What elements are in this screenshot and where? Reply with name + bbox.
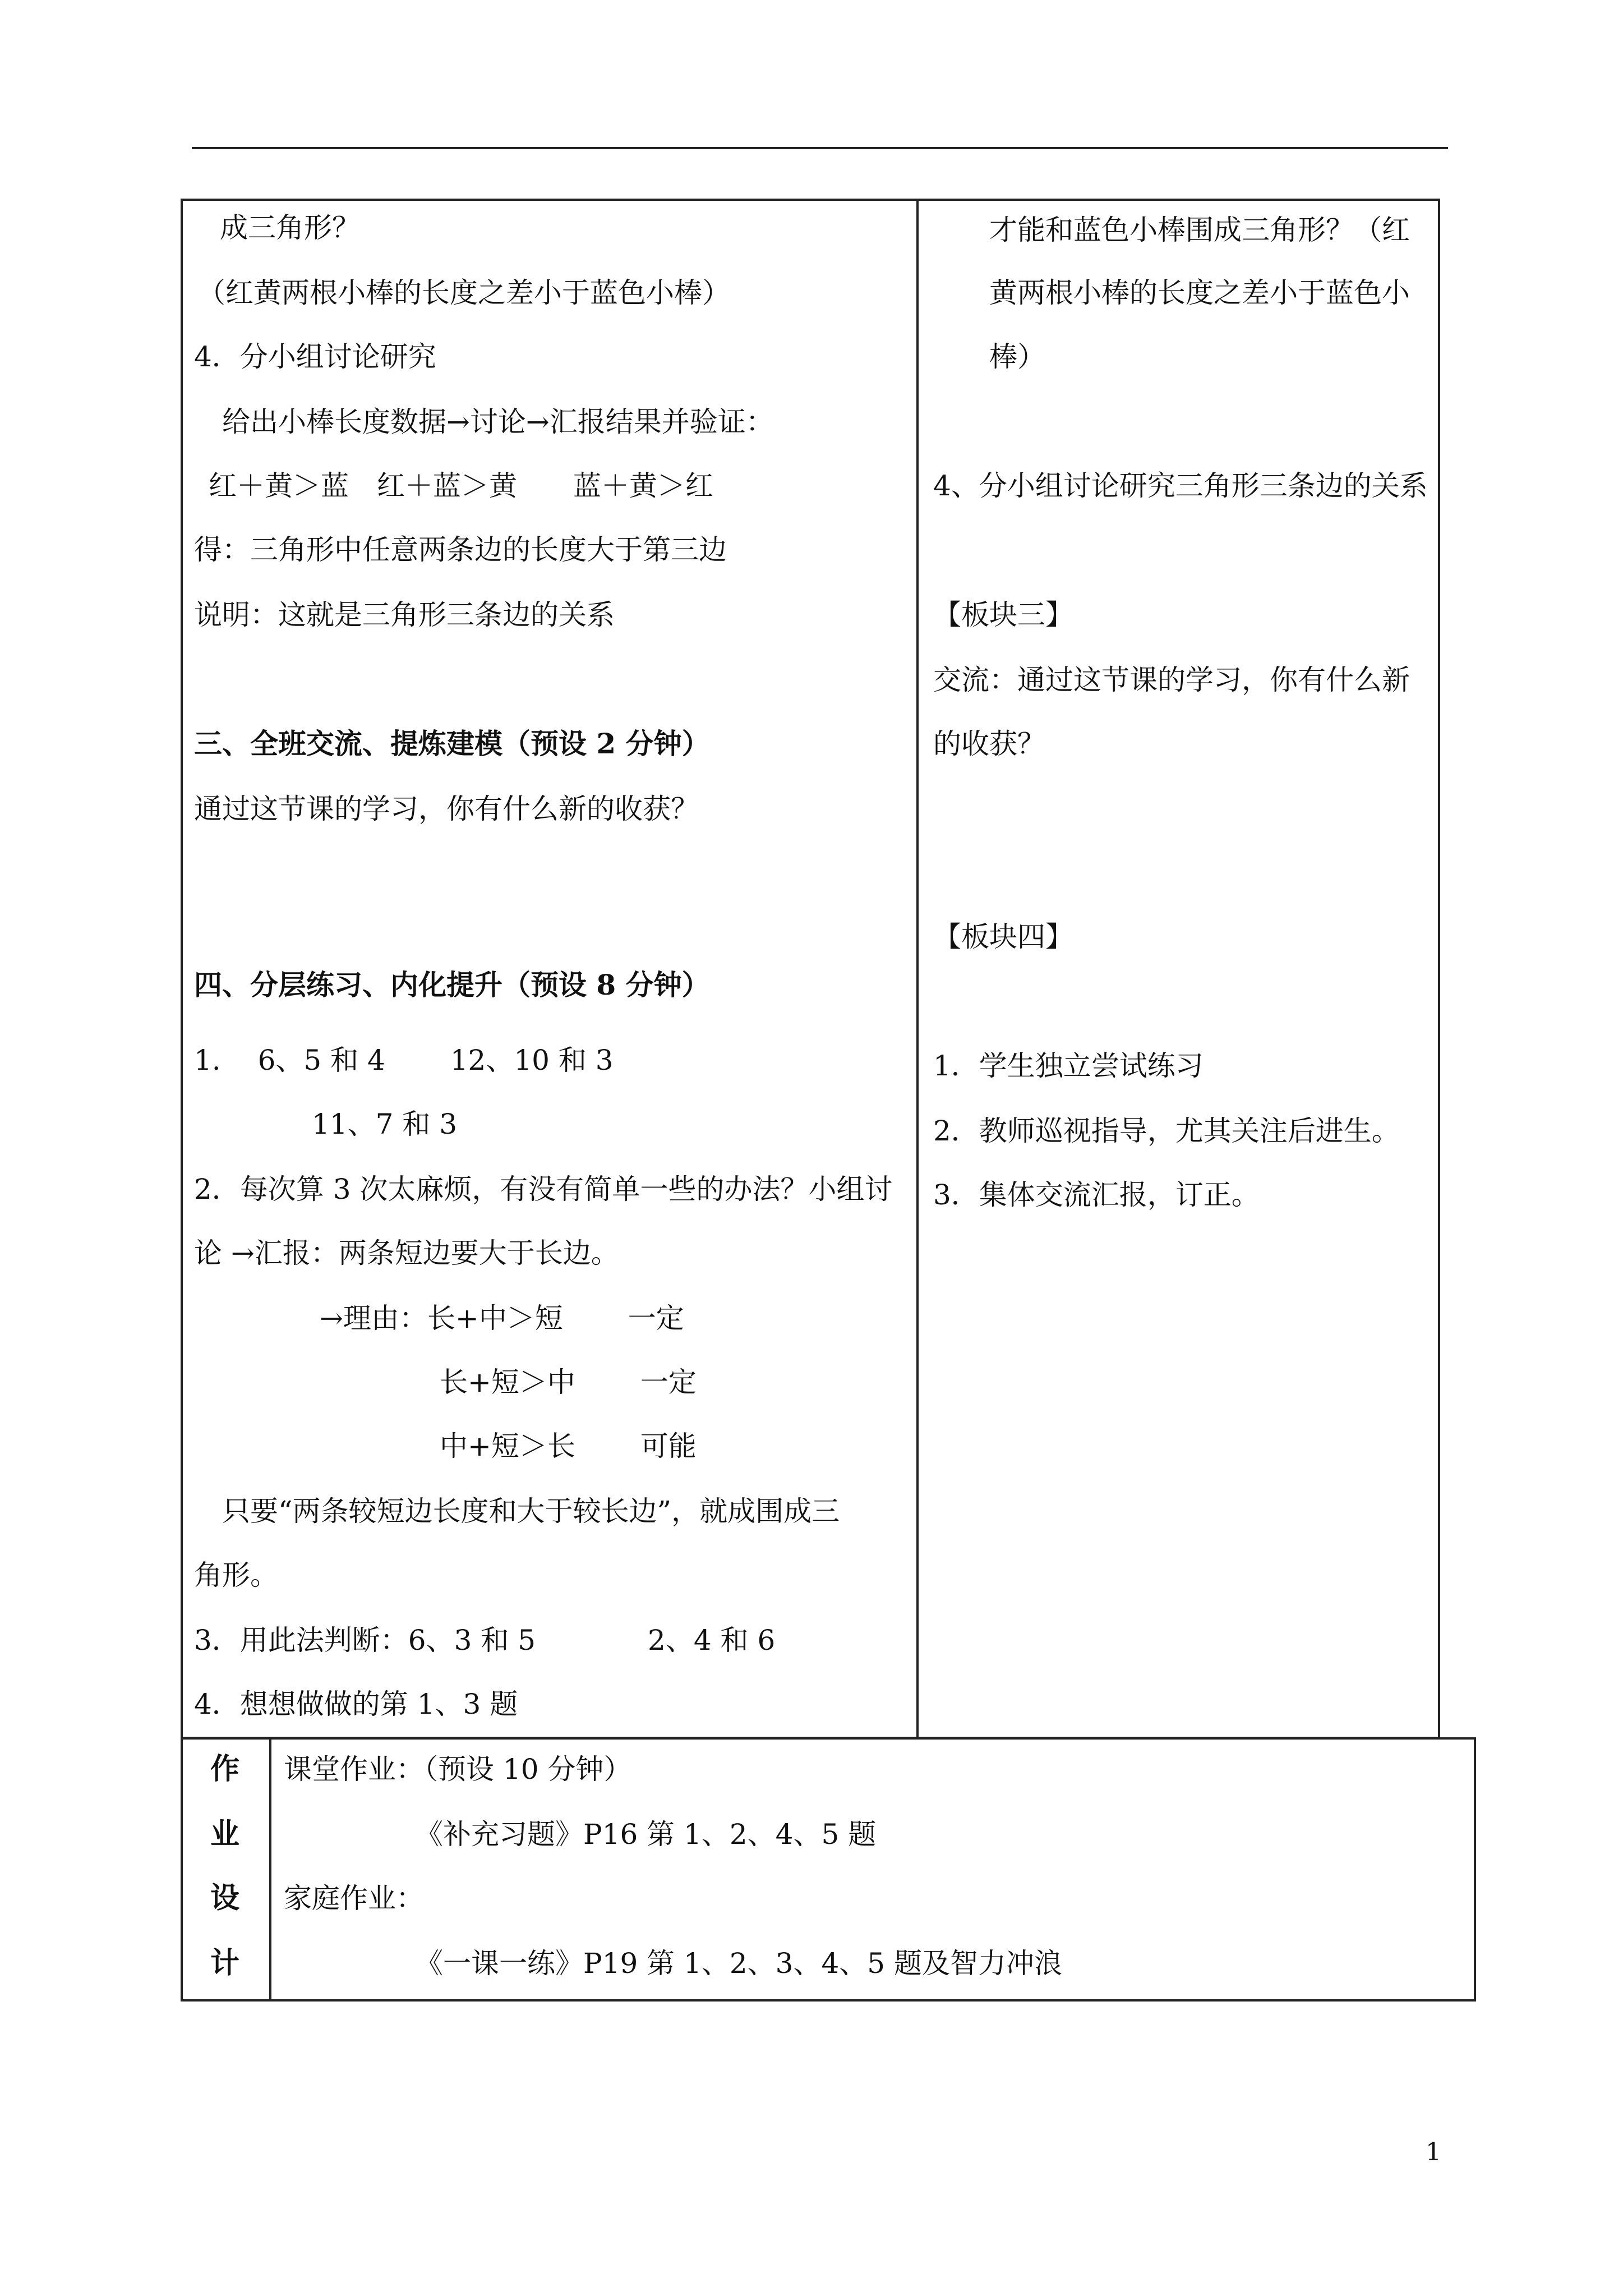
- right-line: 3．集体交流汇报，订正。: [933, 1179, 1260, 1211]
- left-line: 3．用此法判断：6、3 和 5 2、4 和 6: [194, 1624, 776, 1657]
- left-line: 得：三角形中任意两条边的长度大于第三边: [194, 533, 727, 566]
- left-line: 论 →汇报：两条短边要大于长边。: [194, 1237, 619, 1269]
- column-divider: [916, 199, 919, 1739]
- page-number: 1: [1426, 2138, 1441, 2166]
- right-line: 棒）: [989, 341, 1045, 373]
- left-line: 1. 6、5 和 4 12、10 和 3: [194, 1044, 614, 1076]
- block-heading: 【板块三】: [933, 599, 1073, 631]
- left-line: 成三角形？: [220, 211, 360, 244]
- header-rule: [192, 147, 1448, 149]
- right-line: 1．学生独立尝试练习: [933, 1050, 1204, 1082]
- homework-line: 《补充习题》P16 第 1、2、4、5 题: [415, 1818, 877, 1851]
- left-line: 通过这节课的学习，你有什么新的收获？: [194, 793, 699, 825]
- section-heading: 四、分层练习、内化提升（预设 8 分钟）: [194, 968, 710, 1001]
- homework-label-char: 作: [210, 1752, 239, 1786]
- left-line: 11、7 和 3: [312, 1108, 458, 1140]
- right-line: 4、分小组讨论研究三角形三条边的关系: [933, 470, 1428, 502]
- left-line: 长+短＞中 一定: [440, 1366, 697, 1398]
- homework-line: 《一课一练》P19 第 1、2、3、4、5 题及智力冲浪: [415, 1947, 1063, 1980]
- left-line: 角形。: [194, 1559, 278, 1591]
- left-line: 2．每次算 3 次太麻烦，有没有简单一些的办法？小组讨: [194, 1173, 893, 1205]
- right-line: 才能和蓝色小棒围成三角形？（红: [989, 214, 1410, 246]
- left-line: 只要“两条较短边长度和大于较长边”，就成围成三: [222, 1495, 840, 1527]
- block-heading: 【板块四】: [933, 921, 1073, 953]
- homework-divider: [269, 1737, 271, 2001]
- left-line: 给出小棒长度数据→讨论→汇报结果并验证：: [222, 406, 774, 438]
- right-line: 交流：通过这节课的学习，你有什么新: [933, 664, 1410, 696]
- right-line: 黄两根小棒的长度之差小于蓝色小: [989, 277, 1410, 309]
- left-line: 说明：这就是三角形三条边的关系: [194, 599, 615, 631]
- homework-label-char: 业: [210, 1817, 239, 1851]
- left-line: 中+短＞长 可能: [440, 1430, 697, 1462]
- right-line: 的收获？: [933, 728, 1045, 760]
- left-line: 红＋黄＞蓝 红＋蓝＞黄 蓝＋黄＞红: [209, 470, 713, 502]
- homework-label-char: 设: [210, 1881, 239, 1915]
- section-heading: 三、全班交流、提炼建模（预设 2 分钟）: [194, 727, 710, 760]
- homework-line: 课堂作业：（预设 10 分钟）: [284, 1753, 632, 1786]
- left-line: 4．想想做做的第 1、3 题: [194, 1688, 518, 1720]
- left-line: →理由：长+中＞短 一定: [320, 1302, 684, 1335]
- homework-label-char: 计: [210, 1946, 239, 1980]
- right-line: 2．教师巡视指导，尤其关注后进生。: [933, 1115, 1400, 1147]
- left-line: 4．分小组讨论研究: [194, 341, 436, 373]
- homework-line: 家庭作业：: [284, 1882, 424, 1915]
- left-line: （红黄两根小棒的长度之差小于蓝色小棒）: [197, 277, 730, 309]
